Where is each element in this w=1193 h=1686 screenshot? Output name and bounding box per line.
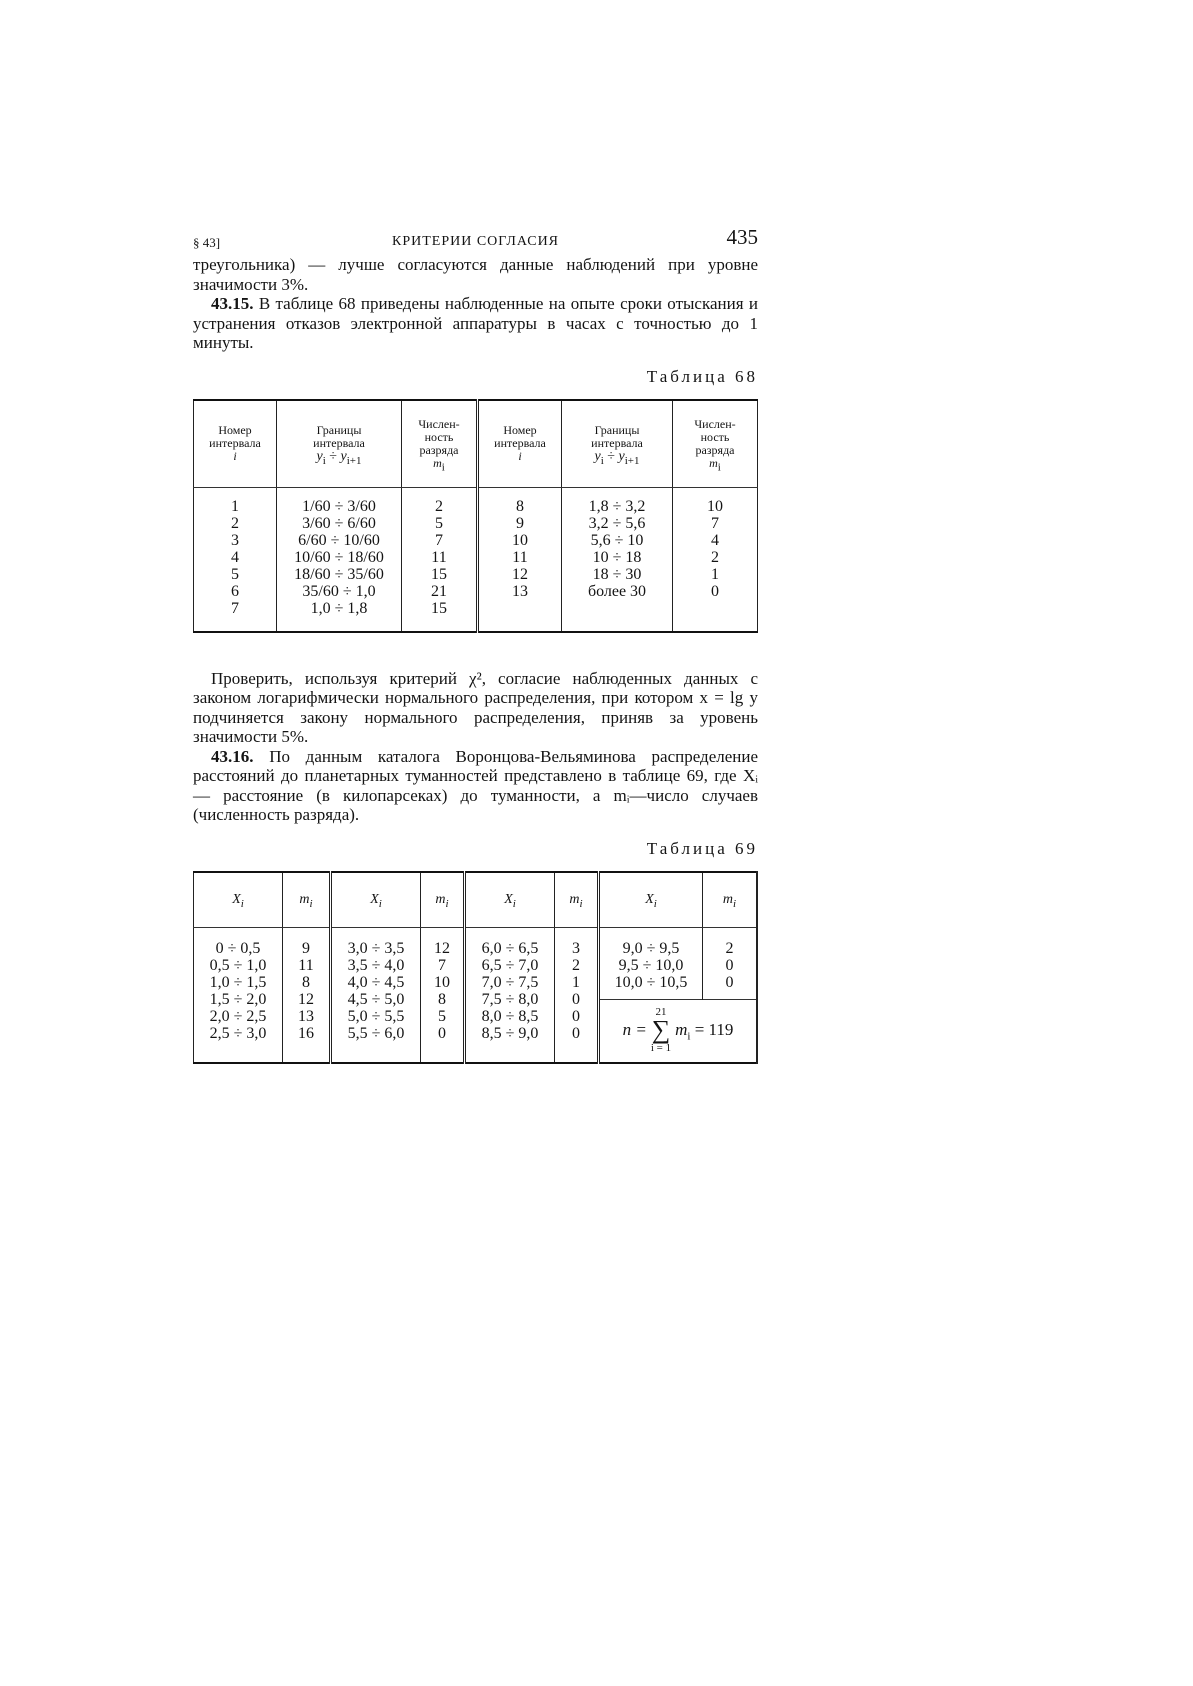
table-cell: 10,0 ÷ 10,5: [614, 973, 688, 991]
table-cell: 5,0 ÷ 5,5: [347, 1007, 405, 1025]
table-cell: 5,5 ÷ 6,0: [347, 1024, 405, 1042]
problem-43-15: [193, 294, 758, 353]
col-x-3: [465, 927, 555, 1063]
header-text: интервала: [313, 436, 365, 450]
table-cell: 1,8 ÷ 3,2: [588, 497, 646, 515]
table-cell: 0: [572, 990, 580, 1008]
table-cell: 21: [431, 582, 447, 600]
table-cell: 7,0 ÷ 7,5: [481, 973, 539, 991]
header-m-4: $m_i$: [703, 872, 758, 928]
problem-text: В таблице 68 приведены наблюденные на опыте сроки отыскания и устранения отказов электронной аппаратуры в часах с точностью до 1 минуты.: [193, 294, 758, 352]
table-cell: 2,5 ÷ 3,0: [209, 1024, 267, 1042]
book-page: [193, 225, 758, 1064]
table-cell: 0: [725, 956, 734, 974]
table-cell: 3: [572, 939, 580, 957]
table-cell: 2: [711, 548, 719, 566]
table-68-body: [194, 487, 758, 632]
table-cell: 10: [707, 497, 723, 515]
running-header: [193, 225, 758, 255]
table-cell: 15: [431, 565, 447, 583]
table-cell: 3/60 ÷ 6/60: [302, 514, 376, 532]
header-var: i: [233, 449, 237, 463]
table-cell: 0: [725, 973, 734, 991]
table-cell: 13: [298, 1007, 314, 1025]
col-right-m: [673, 487, 758, 632]
table-cell: 9,0 ÷ 9,5: [622, 939, 680, 957]
page-number: 435: [726, 225, 758, 249]
header-interval-number-2: [478, 400, 562, 488]
col-m-2: [421, 927, 465, 1063]
table-cell: 1,5 ÷ 2,0: [209, 990, 267, 1008]
table-cell: 9: [516, 514, 524, 532]
col-right-i: [478, 487, 562, 632]
table-cell: 10: [434, 973, 450, 991]
table-cell: 11: [512, 548, 528, 566]
caption-word: Таблица: [646, 366, 728, 386]
header-var: X: [370, 891, 379, 907]
table-cell: 0,5 ÷ 1,0: [209, 956, 267, 974]
header-var: m: [433, 455, 442, 470]
table-cell: 8: [438, 990, 446, 1008]
table-cell: 8: [302, 973, 310, 991]
table-cell: 12: [434, 939, 450, 957]
table-cell: 7: [711, 514, 719, 532]
table-cell: 35/60 ÷ 1,0: [302, 582, 376, 600]
table-69: [193, 871, 758, 1064]
header-interval-bounds-2: Границы интервала $y_i \div y_{i+1}$: [562, 400, 673, 488]
sum-lhs: n =: [622, 1020, 647, 1039]
problem-number: 43.15.: [211, 294, 254, 313]
header-text: Границы: [594, 423, 640, 437]
table-cell: 8,0 ÷ 8,5: [481, 1007, 539, 1025]
paragraph-check: Проверить, используя критерий χ², согласие наблюденных данных с законом логарифмически нормального распределения, при котором x = lg y подчиняется закону нормального распределения, приняв за уровень значимости 5%.: [193, 668, 758, 746]
col-left-m: [402, 487, 478, 632]
table-cell: 0 ÷ 0,5: [215, 939, 261, 957]
header-var: m: [435, 891, 446, 907]
col-m-1: [283, 927, 331, 1063]
table-cell: 0: [572, 1024, 580, 1042]
table-cell: 3: [231, 531, 239, 549]
problem-number: 43.16.: [211, 746, 254, 766]
table-cell: 4,0 ÷ 4,5: [347, 973, 405, 991]
sigma-symbol: 21 ∑ i = 1: [650, 1005, 672, 1054]
problem-text: По данным каталога Воронцова-Вельяминова распределение расстояний до планетарных туманностей представлено в таблице 69, где Xᵢ — расстояние (в килопарсеках) до туманности, а mᵢ—число случаев (численность разряда).: [193, 746, 759, 824]
header-text: Номер: [503, 423, 537, 437]
table-cell: 7: [231, 599, 239, 617]
table-cell: 5: [231, 565, 239, 583]
table-cell: 6,5 ÷ 7,0: [481, 956, 539, 974]
table-cell: 16: [298, 1024, 314, 1042]
sum-rhs: = 119: [694, 1020, 734, 1039]
table-cell: 10: [512, 531, 528, 549]
table-cell: 1: [231, 497, 239, 515]
table-cell: 7,5 ÷ 8,0: [481, 990, 539, 1008]
paragraph-continuation: треугольника) — лучше согласуются данные наблюдений при уровне значимости 3%.: [193, 255, 758, 294]
sum-lower-limit: i = 1: [650, 1041, 672, 1054]
table-cell: 0: [572, 1007, 580, 1025]
table-cell: 13: [512, 582, 528, 600]
header-text: разряда: [419, 442, 459, 457]
table-cell: 6: [231, 582, 239, 600]
header-var: X: [645, 891, 654, 907]
table-cell: 8,5 ÷ 9,0: [481, 1024, 539, 1042]
table-cell: 1,0 ÷ 1,8: [310, 599, 368, 617]
header-text: Числен-: [694, 416, 736, 431]
table-cell: 18 ÷ 30: [592, 565, 642, 583]
caption-number: 68: [735, 366, 758, 386]
header-text: Числен-: [418, 416, 460, 431]
col-x-4: [599, 927, 703, 999]
table-cell: 1/60 ÷ 3/60: [302, 497, 376, 515]
col-left-bounds: [277, 487, 402, 632]
table-68: [193, 399, 758, 633]
col-m-4: [703, 927, 758, 999]
table-cell: 2: [572, 956, 580, 974]
header-x-4: $X_i$: [599, 872, 703, 928]
table-cell: 1,0 ÷ 1,5: [209, 973, 267, 991]
header-interval-number: [194, 400, 277, 488]
table-cell: 2: [435, 497, 443, 515]
header-text: ность: [700, 429, 730, 444]
table-cell: 2: [725, 939, 734, 957]
header-var: m: [569, 891, 580, 907]
caption-number: 69: [735, 838, 758, 858]
header-var: y: [316, 449, 323, 464]
table-cell: 6,0 ÷ 6,5: [481, 939, 539, 957]
header-var: i: [518, 449, 522, 463]
table-69-body: [194, 927, 758, 999]
table-cell: 5: [435, 514, 443, 532]
sum-formula: n = 21 ∑ i = 1 $m_i = 119$: [599, 999, 758, 1063]
header-text: разряда: [695, 442, 735, 457]
table-cell: 15: [431, 599, 447, 617]
table-68-caption: [193, 367, 758, 387]
chapter-title: КРИТЕРИИ СОГЛАСИЯ: [391, 234, 560, 249]
table-cell: более 30: [587, 582, 647, 600]
header-x-1: $X_i$: [194, 872, 283, 928]
table-cell: 9: [302, 939, 310, 957]
header-text: интервала: [494, 436, 546, 450]
table-cell: 1: [572, 973, 580, 991]
table-cell: 1: [711, 565, 719, 583]
header-x-3: $X_i$: [465, 872, 555, 928]
header-var: X: [232, 891, 241, 907]
col-x-2: [331, 927, 421, 1063]
table-cell: 7: [435, 531, 443, 549]
table-cell: 9,5 ÷ 10,0: [618, 956, 684, 974]
header-text: Границы: [316, 423, 362, 437]
header-var: m: [299, 891, 310, 907]
header-text: интервала: [591, 436, 643, 450]
table-cell: 4: [231, 548, 239, 566]
header-text: Номер: [218, 423, 252, 437]
header-m-1: $m_i$: [283, 872, 331, 928]
table-cell: 3,5 ÷ 4,0: [347, 956, 405, 974]
col-right-bounds: [562, 487, 673, 632]
table-cell: 11: [431, 548, 447, 566]
table-cell: 4,5 ÷ 5,0: [347, 990, 405, 1008]
section-mark: § 43]: [193, 235, 221, 250]
problem-43-16: [193, 747, 758, 825]
header-var: X: [504, 891, 513, 907]
header-m-2: $m_i$: [421, 872, 465, 928]
table-cell: 2: [231, 514, 239, 532]
col-m-3: [555, 927, 599, 1063]
table-cell: 11: [298, 956, 314, 974]
table-cell: 12: [298, 990, 314, 1008]
table-cell: 0: [711, 582, 719, 600]
table-cell: 3,0 ÷ 3,5: [347, 939, 405, 957]
col-x-1: [194, 927, 283, 1063]
table-cell: 10 ÷ 18: [592, 548, 642, 566]
sum-upper-limit: 21: [655, 1005, 667, 1018]
table-69-caption: [193, 839, 758, 859]
header-var: m: [722, 891, 734, 907]
table-cell: 2,0 ÷ 2,5: [209, 1007, 267, 1025]
table-cell: 4: [711, 531, 719, 549]
header-count-2: Числен- ность разряда $m_i$: [673, 400, 758, 488]
header-m-3: $m_i$: [555, 872, 599, 928]
table-cell: 18/60 ÷ 35/60: [294, 565, 384, 583]
table-cell: 12: [512, 565, 528, 583]
header-interval-bounds: Границы интервала $y_i \div y_{i+1}$: [277, 400, 402, 488]
caption-word: Таблица: [646, 838, 728, 858]
header-x-2: $X_i$: [331, 872, 421, 928]
header-var: y: [594, 449, 601, 464]
table-cell: 5: [438, 1007, 446, 1025]
table-cell: 7: [438, 956, 446, 974]
table-cell: 5,6 ÷ 10: [590, 531, 644, 549]
table-cell: 10/60 ÷ 18/60: [294, 548, 384, 566]
header-var: m: [709, 455, 718, 470]
table-cell: 8: [516, 497, 524, 515]
header-count: Числен- ность разряда $m_i$: [402, 400, 478, 488]
header-text: интервала: [209, 436, 261, 450]
table-cell: 3,2 ÷ 5,6: [588, 514, 646, 532]
table-cell: 6/60 ÷ 10/60: [298, 531, 380, 549]
header-text: ность: [424, 429, 454, 444]
col-left-i: [194, 487, 277, 632]
table-cell: 0: [438, 1024, 446, 1042]
